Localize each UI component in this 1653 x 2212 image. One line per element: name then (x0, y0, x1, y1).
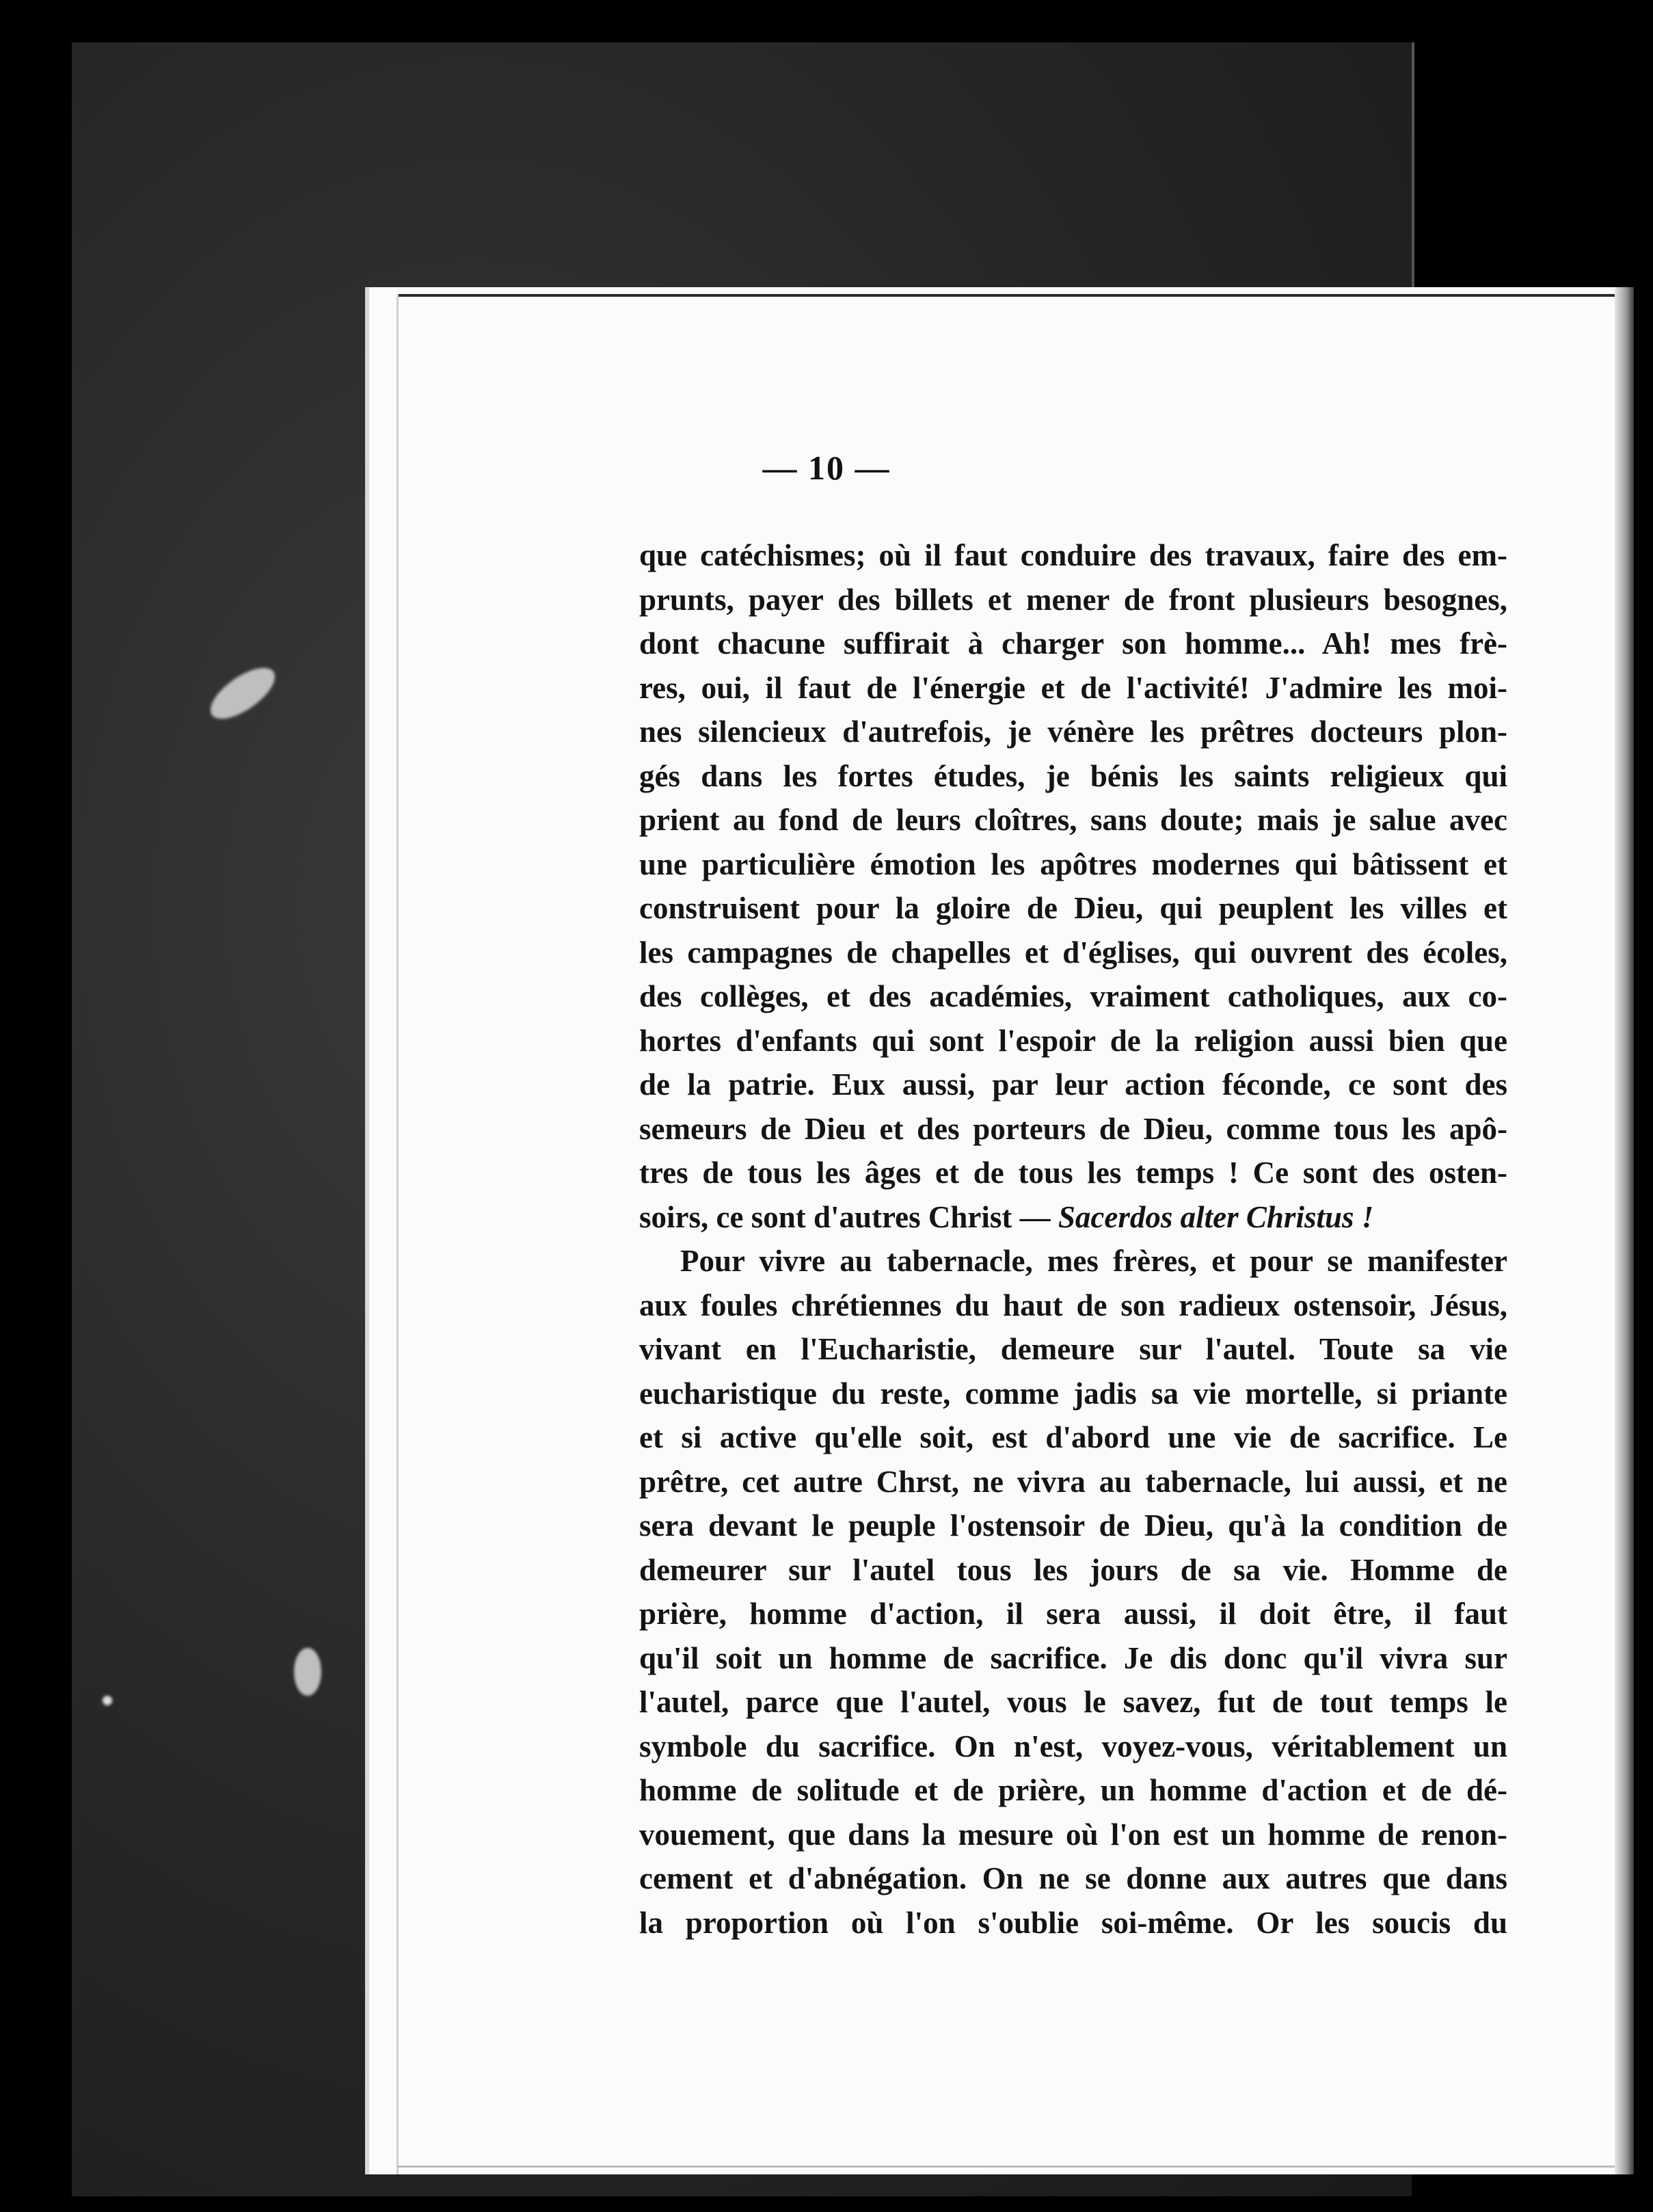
paragraph-1 (639, 533, 1507, 1239)
text-line: Pour vivre au tabernacle, mes frères, et pour se manifester (680, 1244, 1507, 1278)
page-left-border (397, 294, 399, 2174)
text-line: prière, homme d'action, il sera aussi, il doit être, il faut (639, 1597, 1507, 1631)
text-line: symbole du sacrifice. On n'est, voyez-vous, véritablement un (639, 1729, 1507, 1763)
text-line: tres de tous les âges et de tous les temps ! Ce sont des osten- (639, 1156, 1507, 1190)
text-line: demeurer sur l'autel tous les jours de sa vie. Homme de (639, 1552, 1507, 1587)
text-line: aux foules chrétiennes du haut de son radieux ostensoir, Jésus, (639, 1288, 1507, 1322)
text-line: cement et d'abnégation. On ne se donne aux autres que dans (639, 1861, 1507, 1895)
text-line: l'autel, parce que l'autel, vous le savez, fut de tout temps le (639, 1685, 1507, 1719)
text-line: semeurs de Dieu et des porteurs de Dieu, comme tous les apô- (639, 1111, 1507, 1146)
dust-speck (294, 1648, 321, 1696)
text-line: prient au fond de leurs cloîtres, sans doute; mais je salue avec (639, 803, 1507, 837)
final-line-text: soirs, ce sont d'autres Christ — (639, 1199, 1051, 1234)
paragraph-2 (639, 1239, 1507, 1945)
body-text (639, 533, 1507, 1945)
text-line: et si active qu'elle soit, est d'abord une vie de sacrifice. Le (639, 1420, 1507, 1454)
text-line: qu'il soit un homme de sacrifice. Je dis donc qu'il vivra sur (639, 1640, 1507, 1675)
text-line: eucharistique du reste, comme jadis sa vie mortelle, si priante (639, 1376, 1507, 1411)
text-line: construisent pour la gloire de Dieu, qui peuplent les villes et (639, 891, 1507, 925)
text-line: res, oui, il faut de l'énergie et de l'activité! J'admire les moi- (639, 670, 1507, 705)
text-line: homme de solitude et de prière, un homme d'action et de dé- (639, 1773, 1507, 1807)
text-line: que catéchismes; où il faut conduire des travaux, faire des em- (639, 538, 1507, 572)
text-line-final (639, 1195, 1507, 1240)
text-line: les campagnes de chapelles et d'églises, qui ouvrent des écoles, (639, 935, 1507, 970)
text-line: une particulière émotion les apôtres modernes qui bâtissent et (639, 847, 1507, 881)
text-line: vivant en l'Eucharistie, demeure sur l'autel. Toute sa vie (639, 1332, 1507, 1366)
board-edge (1412, 42, 1414, 289)
dust-speck (103, 1696, 112, 1705)
text-line: des collèges, et des académies, vraiment catholiques, aux co- (639, 979, 1507, 1013)
text-line: sera devant le peuple l'ostensoir de Dieu, qu'à la condition de (639, 1508, 1507, 1543)
text-line: gés dans les fortes études, je bénis les saints religieux qui (639, 758, 1507, 793)
page-right-edge (1615, 287, 1634, 2174)
latin-quote: Sacerdos alter Christus ! (1058, 1199, 1374, 1234)
page-top-border (397, 294, 1634, 297)
text-line: dont chacune suffirait à charger son homme... Ah! mes frè- (639, 626, 1507, 661)
text-line: prunts, payer des billets et mener de front plusieurs besognes, (639, 582, 1507, 617)
text-line: de la patrie. Eux aussi, par leur action féconde, ce sont des (639, 1067, 1507, 1102)
page-bottom-border (397, 2166, 1634, 2168)
text-line: hortes d'enfants qui sont l'espoir de la religion aussi bien que (639, 1023, 1507, 1058)
text-line: vouement, que dans la mesure où l'on est un homme de renon- (639, 1817, 1507, 1852)
text-line: la proportion où l'on s'oublie soi-même. Or les soucis du (639, 1905, 1507, 1940)
page-number: — 10 — (762, 449, 891, 487)
text-line: prêtre, cet autre Chrst, ne vivra au tabernacle, lui aussi, et ne (639, 1464, 1507, 1499)
text-line: nes silencieux d'autrefois, je vénère les prêtres docteurs plon- (639, 715, 1507, 749)
